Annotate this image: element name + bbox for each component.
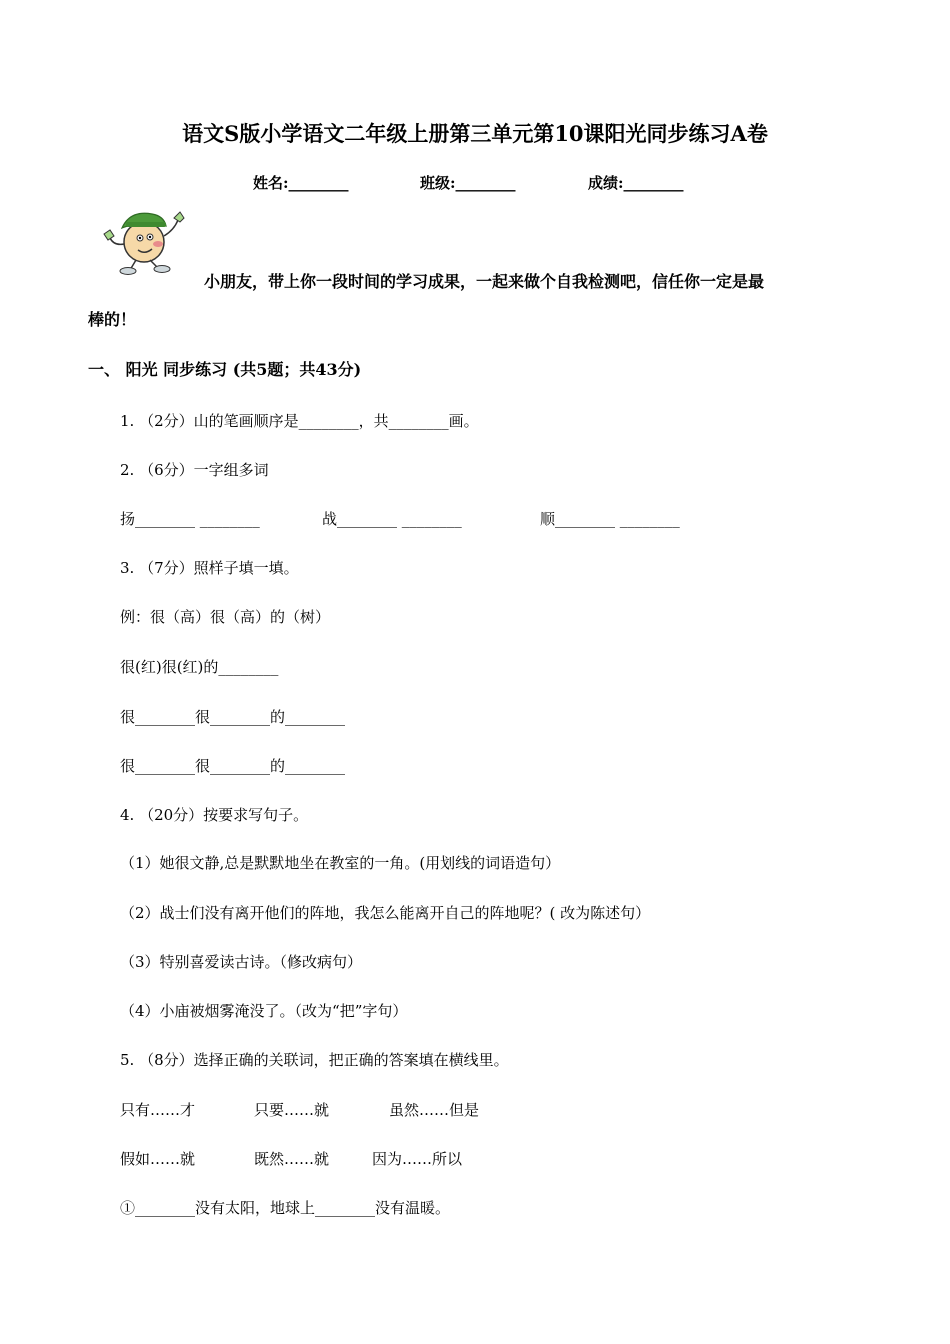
q2-word-shun: 顺________ ________	[540, 510, 680, 528]
q3-example: 例：很（高）很（高）的（树）	[120, 608, 331, 626]
q2-word-zhan: 战________ ________	[322, 510, 462, 528]
question-1: 1. （2分）山的笔画顺序是________，共________画。	[120, 412, 479, 430]
q4-item-1: （1）她很文静,总是默默地坐在教室的一角。(用划线的词语造句）	[120, 854, 561, 872]
question-5: 5. （8分）选择正确的关联词，把正确的答案填在横线里。	[120, 1051, 509, 1069]
name-field[interactable]: 姓名:________	[253, 174, 349, 192]
q5-option-zhiyao: 只要……就	[254, 1101, 330, 1119]
q5-option-suiran: 虽然……但是	[389, 1101, 480, 1119]
q3-line-2: 很________很________的________	[120, 708, 346, 726]
intro-line-1: 小朋友，带上你一段时间的学习成果，一起来做个自我检测吧，信任你一定是最	[204, 272, 765, 291]
q3-line-3: 很________很________的________	[120, 757, 346, 775]
score-field[interactable]: 成绩:________	[588, 174, 684, 192]
q5-sentence-1: ①________没有太阳，地球上________没有温暖。	[120, 1199, 451, 1217]
section-heading: 一、 阳光 同步练习 (共5题；共43分)	[88, 360, 362, 379]
page-title: 语文S版小学语文二年级上册第三单元第10课阳光同步练习A卷	[182, 121, 768, 146]
question-2: 2. （6分）一字组多词	[120, 461, 269, 479]
question-3: 3. （7分）照样子填一填。	[120, 559, 299, 577]
q5-option-jiaru: 假如……就	[120, 1150, 196, 1168]
intro-line-2: 棒的！	[88, 310, 137, 329]
q5-option-yinwei: 因为……所以	[372, 1150, 463, 1168]
q5-option-jiran: 既然……就	[254, 1150, 330, 1168]
q5-option-zhiyou: 只有……才	[120, 1101, 196, 1119]
q3-line-1: 很(红)很(红)的________	[120, 658, 279, 676]
question-4: 4. （20分）按要求写句子。	[120, 806, 309, 824]
q4-item-3: （3）特别喜爱读古诗。（修改病句）	[120, 953, 363, 971]
q4-item-2: （2）战士们没有离开他们的阵地，我怎么能离开自己的阵地呢？( 改为陈述句）	[120, 904, 651, 922]
class-field[interactable]: 班级:________	[420, 174, 516, 192]
mascot-illustration	[100, 200, 192, 276]
q2-word-yang: 扬________ ________	[120, 510, 260, 528]
q4-item-4: （4）小庙被烟雾淹没了。（改为“把”字句）	[120, 1002, 408, 1020]
